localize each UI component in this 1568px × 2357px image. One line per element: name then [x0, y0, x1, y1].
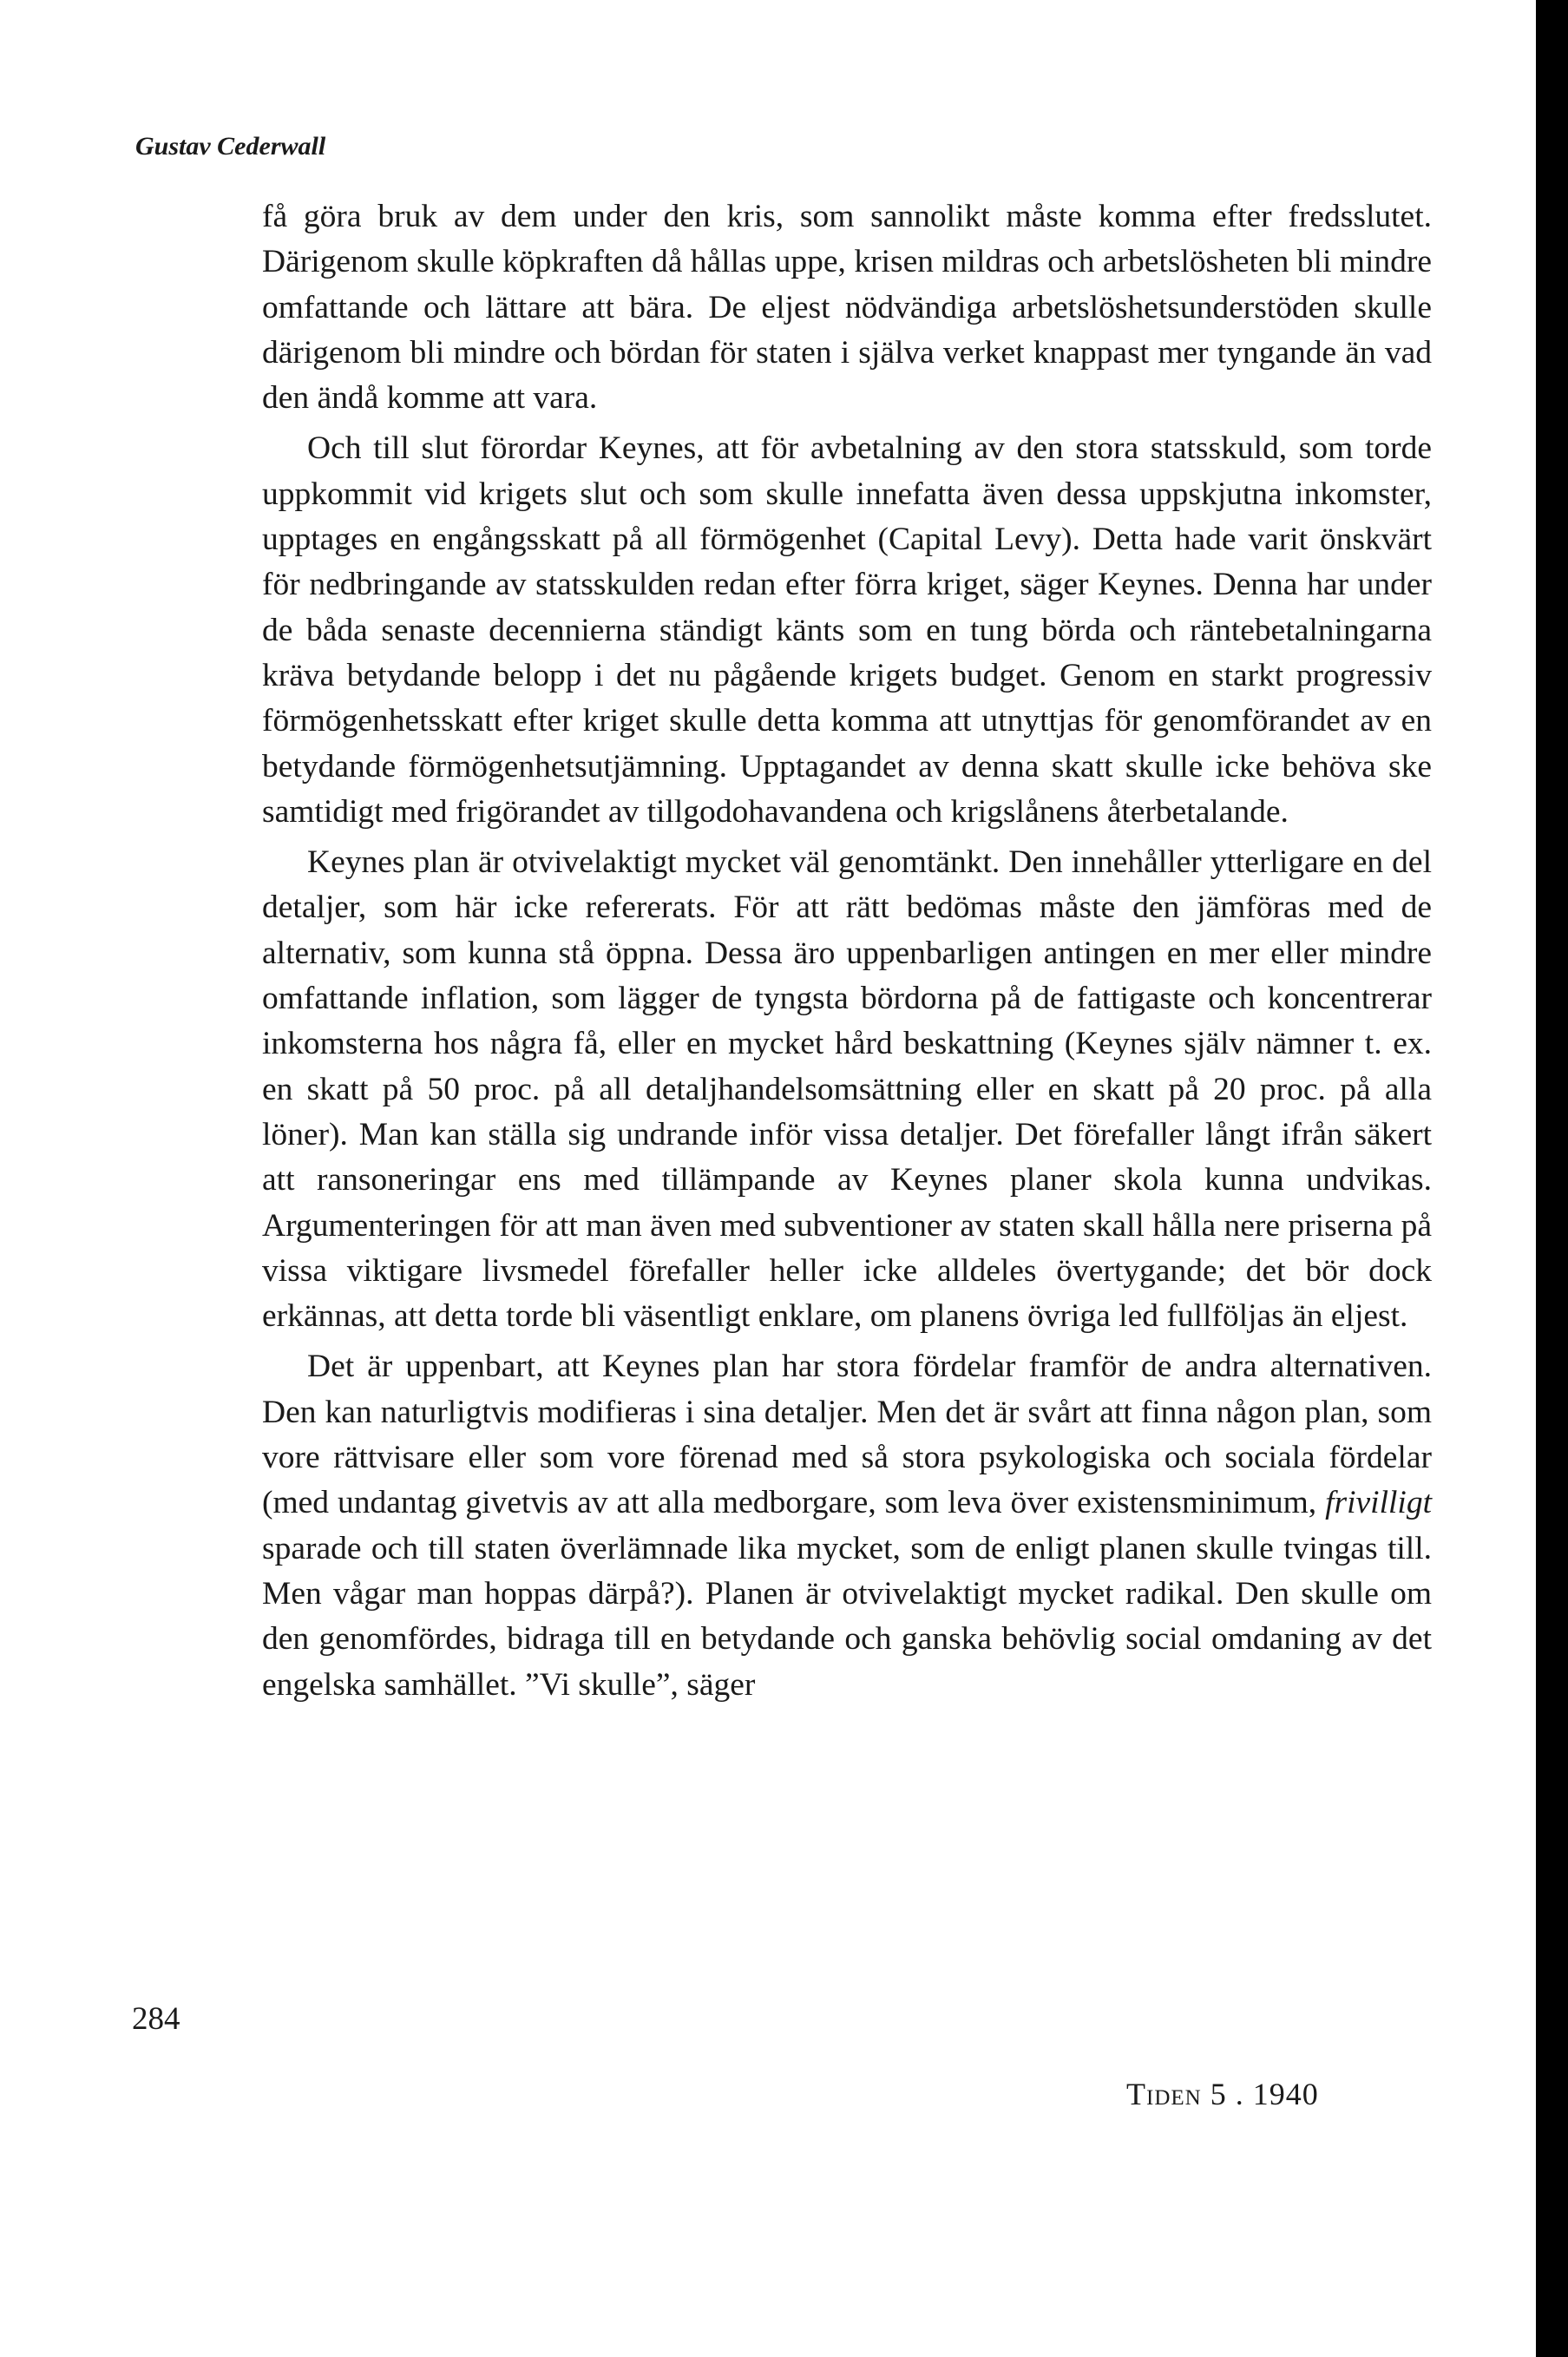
journal-issue: 5: [1210, 2077, 1227, 2111]
running-head: Gustav Cederwall: [135, 132, 326, 161]
paragraph-1: få göra bruk av dem under den kris, som sannolikt måste komma efter fredsslutet. Därigenom skulle köpkraften då hållas uppe, krisen mildras och arbetslösheten bli mindre omfattande och lättare att bära. De eljest nödvändiga arbetslöshetsunderstöden skulle därigenom bli mindre och bördan för staten i själva verket knappast mer tyngande än vad den ändå komme att vara.: [262, 199, 1432, 417]
journal-year: 1940: [1252, 2077, 1319, 2111]
journal-separator: .: [1235, 2077, 1244, 2111]
body-text: [262, 194, 1432, 1708]
emphasis-frivilligt: frivilligt: [1325, 1485, 1432, 1521]
paragraph-4-after: sparade och till staten överlämnade lika mycket, som de enligt planen skulle tvingas till. Men vågar man hoppas därpå?). Planen är otvivelaktigt mycket radikal. Den skulle om den genomfördes, bidraga till en betydande och ganska behövlig social omdaning av det engelska samhället. ”Vi skulle”, säger: [262, 1530, 1432, 1703]
journal-reference: [1126, 2076, 1319, 2112]
journal-name: Tiden: [1126, 2077, 1202, 2111]
page-number: 284: [132, 2001, 180, 2037]
paragraph-4-before: Det är uppenbart, att Keynes plan har stora fördelar framför de andra alternativen. Den kan naturligtvis modifieras i sina detaljer. Men det är svårt att finna någon plan, som vore rättvisare eller som vore förenad med så stora psykologiska och sociala fördelar (med undantag givetvis av att alla medborgare, som leva över existensminimum,: [262, 1349, 1432, 1521]
paragraph-2: Och till slut förordar Keynes, att för avbetalning av den stora statsskuld, som torde uppkommit vid krigets slut och som skulle innefatta även dessa uppskjutna inkomster, upptages en engångsskatt på all förmögenhet (Capital Levy). Detta hade varit önskvärt för nedbringande av statsskulden redan efter förra kriget, säger Keynes. Denna har under de båda senaste decennierna ständigt känts som en tung börda och räntebetalningarna kräva betydande belopp i det nu pågående krigets budget. Genom en starkt progressiv förmögenhetsskatt efter kriget skulle detta komma att utnyttjas för genomförandet av en betydande förmögenhetsutjämning. Upptagandet av denna skatt skulle icke behöva ske samtidigt med frigörandet av tillgodohavandena och krigslånens återbetalande.: [262, 430, 1432, 830]
paragraph-4: [262, 1344, 1432, 1707]
paragraph-3: Keynes plan är otvivelaktigt mycket väl genomtänkt. Den innehåller ytterligare en del detaljer, som här icke refererats. För att rätt bedömas måste den jämföras med de alternativ, som kunna stå öppna. Dessa äro uppenbarligen antingen en mer eller mindre omfattande inflation, som lägger de tyngsta bördorna på de fattigaste och koncentrerar inkomsterna hos några få, eller en mycket hård beskattning (Keynes själv nämner t. ex. en skatt på 50 proc. på all detaljhandelsomsättning eller en skatt på 20 proc. på alla löner). Man kan ställa sig undrande inför vissa detaljer. Det förefaller långt ifrån säkert att ransoneringar ens med tillämpande av Keynes planer skola kunna undvikas. Argumenteringen för att man även med subventioner av staten skall hålla nere priserna på vissa viktigare livsmedel förefaller heller icke alldeles övertygande; det bör dock erkännas, att detta torde bli väsentligt enklare, om planens övriga led fullföljas än eljest.: [262, 844, 1432, 1335]
